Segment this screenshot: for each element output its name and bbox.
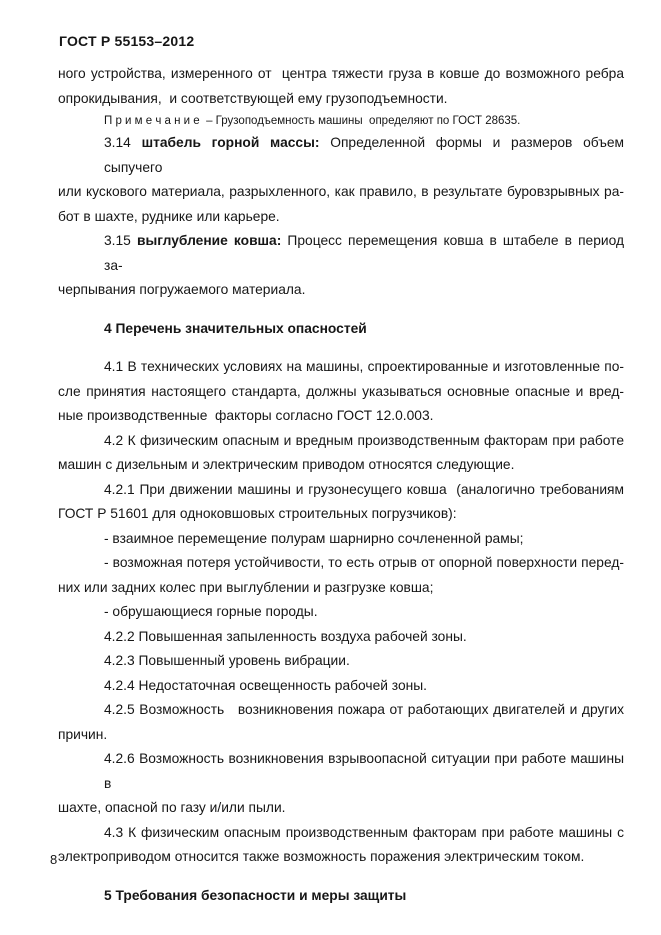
list-item: - возможная потеря устойчивости, то есть отрыв от опорной поверхности перед- них или задних колес при выглублении и разгрузке ковша; — [58, 555, 624, 595]
paragraph-continuation: ного устройства, измеренного от центра тяжести груза в ковше до возможного ребра опрокидывания, и соответствующей ему грузоподъемности. — [58, 66, 624, 106]
note: П р и м е ч а н и е – Грузоподъемность машины определяют по ГОСТ 28635. — [104, 115, 521, 127]
paragraph-3-14: 3.14 штабель горной массы: Определенной формы и размеров объем сыпучего или кускового материала, разрыхленного, как правило, в результате буровзрывных ра- бот в шахте, руднике или карьере. — [58, 135, 625, 224]
paragraph-4-2-1: 4.2.1 При движении машины и грузонесущего ковша (аналогично требованиям ГОСТ Р 51601 для одноковшовых строительных погрузчиков): — [58, 481, 624, 521]
paragraph-4-1: 4.1 В технических условиях на машины, спроектированные и изготовленные по- сле принятия настоящего стандарта, должны указываться основные опасные и вред- ные производственные факторы согласно ГОСТ 12.0.003. — [58, 359, 624, 423]
section-4-heading: 4 Перечень значительных опасностей — [104, 320, 367, 336]
paragraph-4-2-3: 4.2.3 Повышенный уровень вибрации. — [104, 653, 350, 668]
list-item: - обрушающиеся горные породы. — [104, 604, 318, 619]
paragraph-4-2-6: 4.2.6 Возможность возникновения взрывоопасной ситуации при работе машины в шахте, опасной по газу и/или пыли. — [58, 751, 624, 815]
section-5-heading: 5 Требования безопасности и меры защиты — [104, 887, 407, 903]
paragraph-4-2: 4.2 К физическим опасным и вредным производственным факторам при работе машин с дизельным и электрическим приводом относятся следующие. — [58, 432, 624, 472]
list-item: - взаимное перемещение полурам шарнирно сочлененной рамы; — [104, 530, 524, 546]
paragraph-3-15: 3.15 выглубление ковша: Процесс перемещения ковша в штабеле в период за- черпывания погружаемого материала. — [58, 233, 625, 297]
paragraph-4-2-5: 4.2.5 Возможность возникновения пожара от работающих двигателей и других причин. — [58, 702, 624, 742]
paragraph-4-2-4: 4.2.4 Недостаточная освещенность рабочей зоны. — [104, 677, 428, 693]
paragraph-4-2-2: 4.2.2 Повышенная запыленность воздуха рабочей зоны. — [104, 628, 467, 644]
page-number: 8 — [50, 852, 58, 867]
paragraph-4-3: 4.3 К физическим опасным производственным факторам при работе машины с электроприводом относится также возможность поражения электрическим током. — [58, 824, 624, 864]
page-header-title: ГОСТ Р 55153–2012 — [59, 33, 195, 49]
document-body — [58, 62, 624, 922]
